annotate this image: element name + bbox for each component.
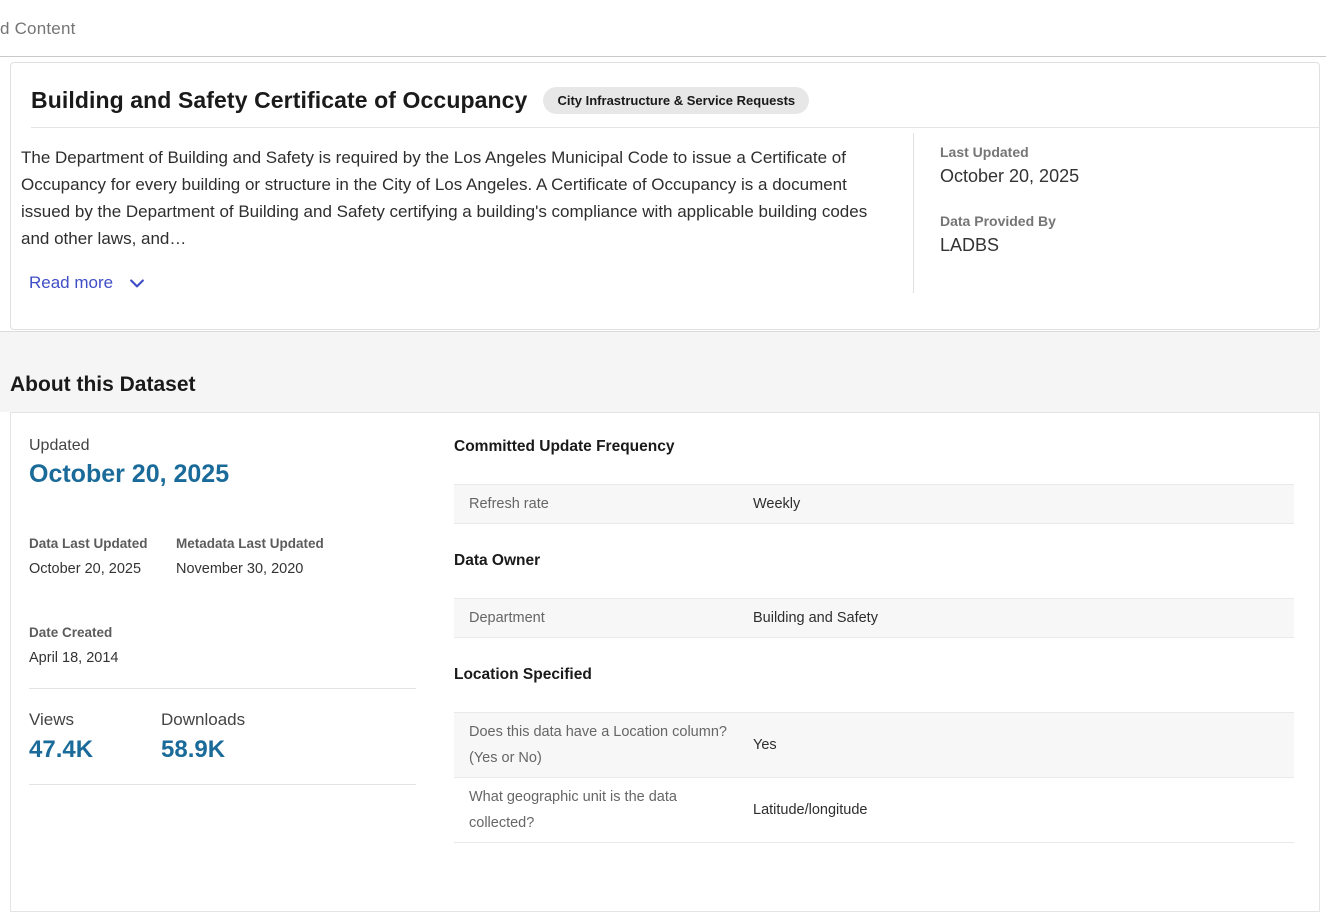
updated-value: October 20, 2025 [29,460,230,488]
row-label: Refresh rate [469,496,549,512]
views-stat [29,710,161,764]
data-last-updated [29,536,176,577]
about-right-column [454,438,1294,871]
views-value: 47.4K [29,736,94,763]
row-label: Department [469,610,545,626]
dataset-description: The Department of Building and Safety is required by the Los Angeles Municipal Code to issue a Certificate of Occupancy for every building or structure in the City of Los Angeles. A Certificate of Occupancy is a document issued by the Department of Building and Safety certifying a building's compliance with applicable building codes and other laws, and… [21,148,868,248]
about-dataset-card [10,412,1320,912]
metadata-last-updated-label: Metadata Last Updated [176,536,324,551]
date-created-value: April 18, 2014 [29,650,119,666]
dataset-header-card [10,62,1320,330]
about-section-band [0,331,1320,412]
table-row [454,485,1294,524]
section-heading-location-specified: Location Specified [454,666,592,683]
about-left-column [29,437,416,785]
read-more-button[interactable] [29,273,147,293]
row-value: Yes [753,737,777,753]
category-badge[interactable]: City Infrastructure & Service Requests [543,87,809,114]
last-updated-label: Last Updated [940,144,1029,160]
date-created [29,625,416,666]
data-last-updated-value: October 20, 2025 [29,561,142,577]
row-label: What geographic unit is the data collected? [469,789,677,831]
section-heading-data-owner: Data Owner [454,552,541,569]
section-heading-update-frequency: Committed Update Frequency [454,438,675,455]
downloads-stat [161,710,245,764]
row-value: Latitude/longitude [753,802,868,818]
table-row [454,599,1294,638]
about-dataset-heading: About this Dataset [10,373,196,396]
divider [29,784,416,785]
divider [29,688,416,689]
table-row [454,713,1294,778]
data-last-updated-label: Data Last Updated [29,536,148,551]
data-provided-by-label: Data Provided By [940,213,1056,229]
metadata-last-updated-value: November 30, 2020 [176,561,304,577]
row-label: Does this data have a Location column? (Yes or No) [469,724,727,766]
metadata-last-updated [176,536,324,577]
read-more-label: Read more [29,273,114,292]
downloads-label: Downloads [161,710,246,729]
views-label: Views [29,710,75,729]
row-value: Building and Safety [753,610,878,626]
table-row [454,778,1294,843]
update-frequency-table [454,484,1294,524]
updated-label: Updated [29,437,90,454]
dataset-title: Building and Safety Certificate of Occupancy [31,87,528,113]
top-bar [0,0,1326,57]
row-value: Weekly [753,496,801,512]
date-created-label: Date Created [29,625,113,640]
related-content-heading: d Content [0,19,76,38]
chevron-down-icon [127,273,147,293]
data-provided-by-value: LADBS [940,235,1000,255]
downloads-value: 58.9K [161,736,226,763]
data-owner-table [454,598,1294,638]
location-specified-table [454,712,1294,843]
dataset-meta-panel [913,133,1319,293]
last-updated-value: October 20, 2025 [940,166,1080,186]
